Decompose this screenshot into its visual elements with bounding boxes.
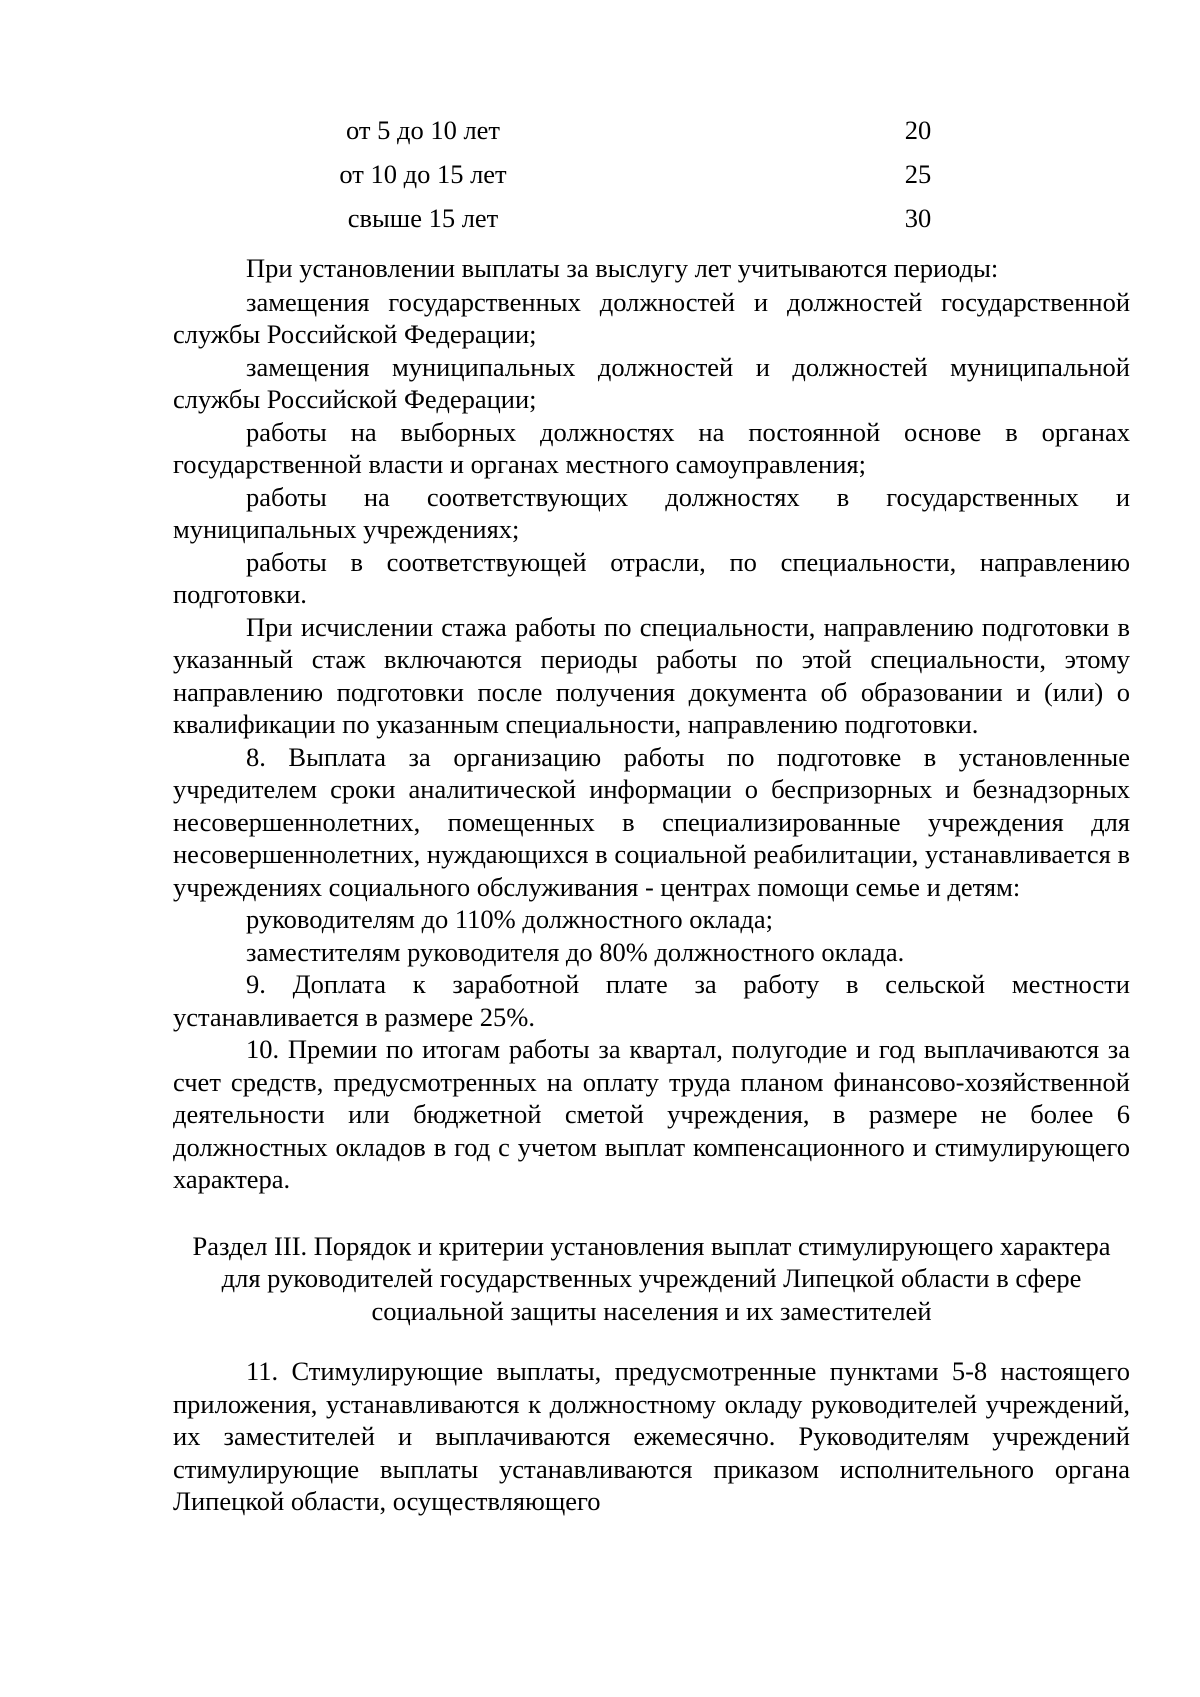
rate-row bbox=[173, 158, 1130, 202]
paragraph-state-service: замещения государственных должностей и должностей государственной службы Российской Федерации; bbox=[173, 286, 1130, 349]
paragraph-experience-calculation: При исчислении стажа работы по специальности, направлению подготовки в указанный стаж включаются периоды работы по этой специальности, этому направлению подготовки после получения документа об образовании и (или) о квалификации по указанным специальности, направлению подготовки. bbox=[173, 611, 1130, 739]
rate-row bbox=[173, 202, 1130, 246]
paragraph-industry-work: работы в соответствующей отрасли, по специальности, направлению подготовки. bbox=[173, 546, 1130, 609]
document-page bbox=[173, 114, 1130, 1518]
paragraph-periods-intro: При установлении выплаты за выслугу лет учитываются периоды: bbox=[246, 253, 999, 283]
rate-percent: 25 bbox=[904, 159, 932, 189]
rate-row bbox=[173, 114, 1130, 158]
paragraph-item-11: 11. Стимулирующие выплаты, предусмотренные пунктами 5-8 настоящего приложения, устанавливаются к должностному окладу руководителей учреждений, их заместителей и выплачиваются ежемесячно. Руководителям учреждений стимулирующие выплаты устанавливаются приказом исполнительного органа Липецкой области, осуществляющего bbox=[173, 1356, 1130, 1516]
paragraph-heads-rate: руководителям до 110% должностного оклада; bbox=[246, 904, 773, 934]
paragraph-deputies-rate: заместителям руководителя до 80% должностного оклада. bbox=[246, 936, 905, 967]
rate-period: от 10 до 15 лет bbox=[339, 159, 507, 189]
seniority-rate-table bbox=[173, 114, 1130, 246]
paragraph-municipal-service: замещения муниципальных должностей и должностей муниципальной службы Российской Федерации; bbox=[173, 351, 1130, 414]
rate-percent: 20 bbox=[904, 115, 932, 145]
rate-period: от 5 до 10 лет bbox=[345, 115, 501, 145]
rate-percent: 30 bbox=[904, 203, 932, 233]
paragraph-item-10: 10. Премии по итогам работы за квартал, полугодие и год выплачиваются за счет средств, предусмотренных на оплату труда планом финансово-хозяйственной деятельности или бюджетной сметой учреждения, в размере не более 6 должностных окладов в год с учетом выплат компенсационного и стимулирующего характера. bbox=[173, 1034, 1130, 1194]
paragraph-item-9: 9. Доплата к заработной плате за работу в сельской местности устанавливается в размере 25%. bbox=[173, 969, 1130, 1032]
rate-period: свыше 15 лет bbox=[347, 203, 499, 233]
paragraph-elected-positions: работы на выборных должностях на постоянной основе в органах государственной власти и органах местного самоуправления; bbox=[173, 416, 1130, 479]
section-3-title: Раздел III. Порядок и критерии установления выплат стимулирующего характера для руководителей государственных учреждений Липецкой области в сфере социальной защиты населения и их заместителей bbox=[192, 1230, 1111, 1326]
paragraph-item-8: 8. Выплата за организацию работы по подготовке в установленные учредителем сроки аналитической информации о беспризорных и безнадзорных несовершеннолетних, помещенных в специализированные учреждения для несовершеннолетних, нуждающихся в социальной реабилитации, устанавливается в учреждениях социального обслуживания - центрах помощи семье и детям: bbox=[173, 741, 1130, 902]
paragraph-institutions: работы на соответствующих должностях в государственных и муниципальных учреждениях; bbox=[173, 481, 1130, 544]
